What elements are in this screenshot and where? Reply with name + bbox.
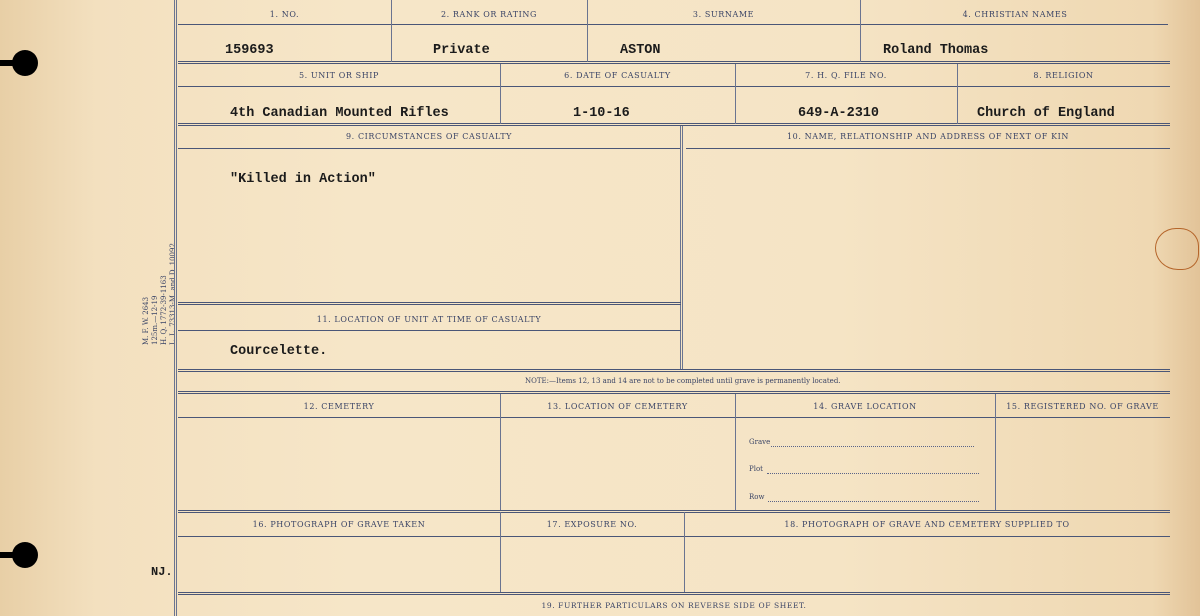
label-circumstances: 9. CIRCUMSTANCES OF CASUALTY (345, 132, 513, 141)
divider (735, 394, 736, 510)
value-surname: ASTON (620, 43, 661, 58)
ink-stain (1155, 228, 1199, 270)
imprint-line: 125m.—12-19 (151, 295, 159, 345)
label-exposure-no: 17. EXPOSURE NO. (546, 520, 638, 529)
plot-field[interactable] (767, 473, 979, 474)
footer-text: 19. FURTHER PARTICULARS ON REVERSE SIDE OF SHEET. (541, 601, 807, 610)
rule (178, 391, 1170, 394)
rule (178, 123, 1170, 126)
label-next-of-kin: 10. NAME, RELATIONSHIP AND ADDRESS OF NEXT OF KIN (786, 132, 1070, 141)
divider (995, 394, 996, 510)
label-cemetery: 12. CEMETERY (303, 402, 375, 411)
frame-left (174, 0, 177, 616)
rule (178, 536, 1170, 537)
margin-mark: NJ. (151, 565, 173, 579)
row-field[interactable] (768, 501, 979, 502)
value-rank: Private (433, 43, 490, 58)
divider (680, 126, 683, 370)
rule (178, 417, 1170, 418)
label-grave-location: 14. GRAVE LOCATION (813, 402, 917, 411)
rule (178, 148, 681, 149)
rule (178, 86, 1170, 87)
rule (178, 510, 1170, 513)
label-religion: 8. RELIGION (1033, 71, 1094, 80)
punch-hole-top (12, 50, 38, 76)
rule (178, 61, 1170, 64)
rule (178, 369, 1170, 372)
value-unit: 4th Canadian Mounted Rifles (230, 106, 449, 121)
rule (178, 592, 1170, 595)
label-location-of-cemetery: 13. LOCATION OF CEMETERY (547, 402, 688, 411)
grave-field[interactable] (771, 446, 974, 447)
value-location-of-unit: Courcelette. (230, 344, 328, 359)
row-label: Row (749, 493, 765, 501)
divider (500, 394, 501, 510)
label-surname: 3. SURNAME (692, 10, 755, 19)
label-registered-no: 15. REGISTERED NO. OF GRAVE (1006, 402, 1159, 411)
value-number: 159693 (225, 43, 274, 58)
rule (178, 330, 681, 331)
note-text: NOTE:—Items 12, 13 and 14 are not to be completed until grave is permanently located. (525, 377, 841, 385)
label-location-of-unit: 11. LOCATION OF UNIT AT TIME OF CASUALTY (316, 315, 542, 324)
value-circumstances: "Killed in Action" (230, 172, 376, 187)
value-religion: Church of England (977, 106, 1115, 121)
value-christian-names: Roland Thomas (883, 43, 989, 58)
imprint-line: M. F. W. 2643 (142, 296, 150, 345)
printer-imprint (142, 243, 178, 345)
rule (178, 24, 1168, 25)
value-hq-file: 649-A-2310 (798, 106, 880, 121)
label-hq-file: 7. H. Q. FILE NO. (805, 71, 887, 80)
label-number: 1. NO. (269, 10, 300, 19)
value-date: 1-10-16 (573, 106, 630, 121)
label-christian-names: 4. CHRISTIAN NAMES (962, 10, 1068, 19)
label-unit: 5. UNIT OR SHIP (298, 71, 380, 80)
rule (178, 302, 681, 305)
grave-label: Grave (749, 438, 771, 446)
label-photo-taken: 16. PHOTOGRAPH OF GRAVE TAKEN (252, 520, 426, 529)
rule (686, 148, 1170, 149)
label-date: 6. DATE OF CASUALTY (564, 71, 671, 80)
punch-hole-bottom (12, 542, 38, 568)
plot-label: Plot (749, 465, 763, 473)
imprint-line: L. L. 73313-M. and D. 10092 (169, 243, 177, 345)
label-rank: 2. RANK OR RATING (440, 10, 538, 19)
imprint-line: H. Q. 1772-39-1163 (160, 275, 168, 345)
label-photo-supplied-to: 18. PHOTOGRAPH OF GRAVE AND CEMETERY SUPPLIED TO (784, 520, 1070, 529)
